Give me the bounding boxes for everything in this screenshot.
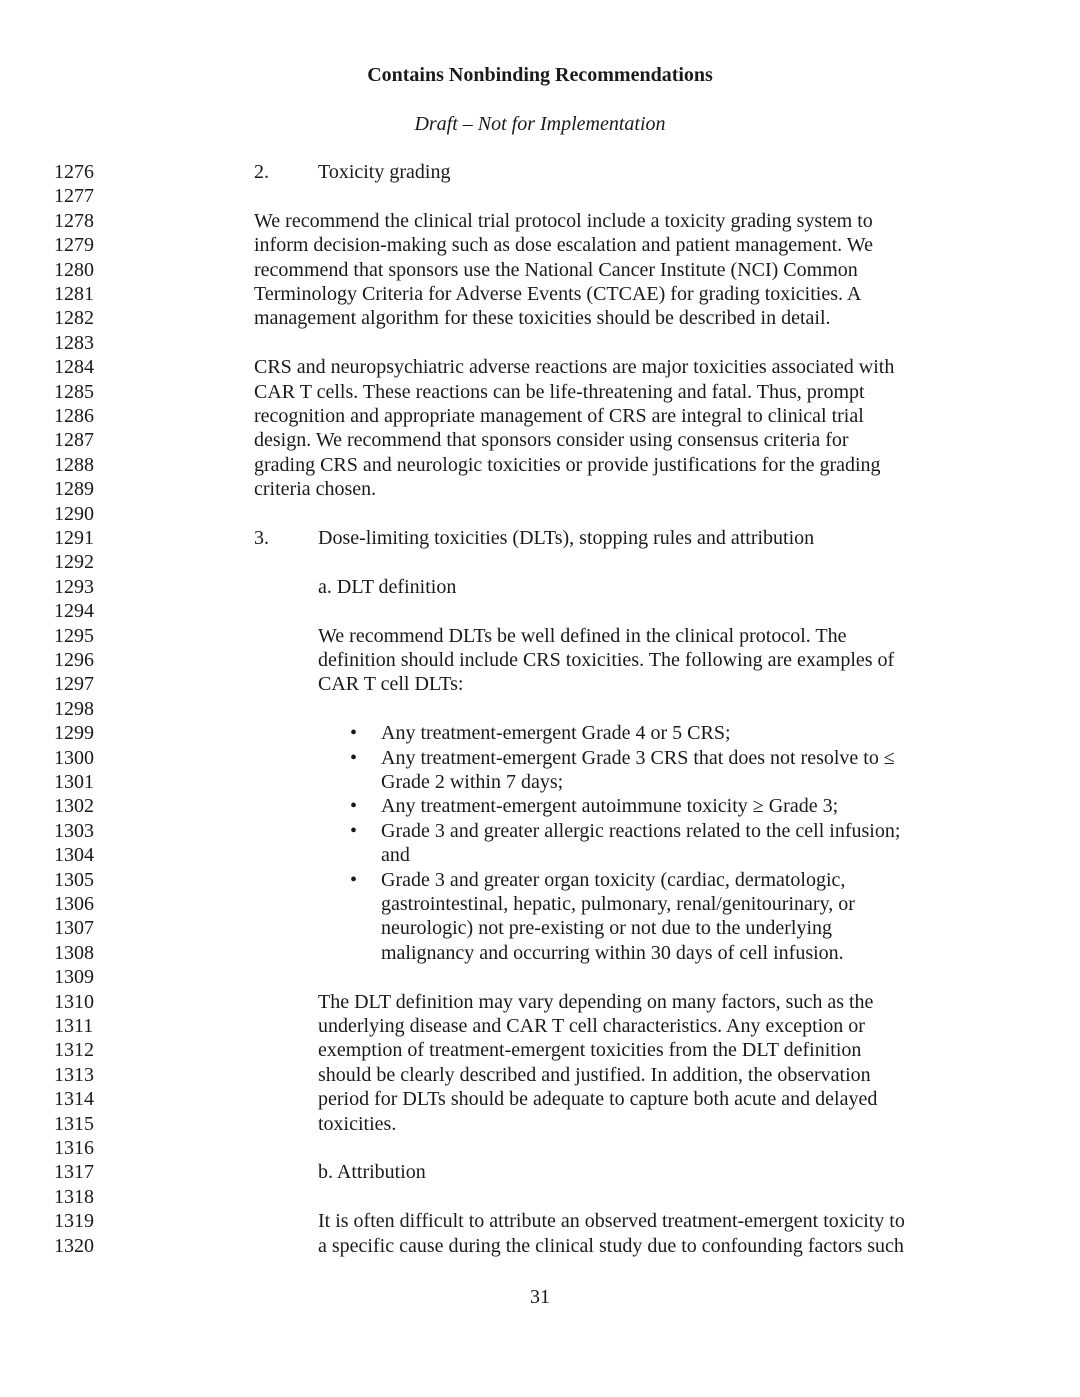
bullet-text: malignancy and occurring within 30 days of cell infusion. <box>381 941 844 964</box>
bullet-text: gastrointestinal, hepatic, pulmonary, renal/genitourinary, or <box>381 893 855 915</box>
document-line <box>0 843 1080 867</box>
paragraph-text: recommend that sponsors use the National Cancer Institute (NCI) Common <box>254 258 858 281</box>
line-number: 1310 <box>54 990 94 1013</box>
section-number: 3. <box>254 527 269 549</box>
bullet-text: Grade 3 and greater allergic reactions related to the cell infusion; <box>381 819 901 842</box>
paragraph-text: underlying disease and CAR T cell characteristics. Any exception or <box>318 1015 865 1037</box>
line-number: 1283 <box>54 331 94 354</box>
line-number: 1286 <box>54 405 94 427</box>
document-line <box>0 819 1080 843</box>
section-heading: Dose-limiting toxicities (DLTs), stopping rules and attribution <box>318 527 815 549</box>
line-number: 1302 <box>54 795 94 818</box>
line-number: 1301 <box>54 771 94 793</box>
page-number: 31 <box>530 1286 550 1308</box>
document-line <box>0 697 1080 721</box>
document-line <box>0 550 1080 574</box>
line-number: 1309 <box>54 966 94 989</box>
line-number: 1297 <box>54 673 94 696</box>
paragraph-text: It is often difficult to attribute an observed treatment-emergent toxicity to <box>318 1210 905 1233</box>
document-line <box>0 746 1080 770</box>
bullet-text: and <box>381 844 410 867</box>
bullet-text: Any treatment-emergent autoimmune toxicity ≥ Grade 3; <box>381 795 839 818</box>
line-number: 1299 <box>54 722 94 745</box>
bullet-text: Grade 3 and greater organ toxicity (cardiac, dermatologic, <box>381 868 846 891</box>
document-line <box>0 916 1080 940</box>
paragraph-text: design. We recommend that sponsors consider using consensus criteria for <box>254 429 849 452</box>
bullet-text: Grade 2 within 7 days; <box>381 771 564 793</box>
document-line <box>0 526 1080 550</box>
line-number: 1308 <box>54 941 94 964</box>
line-number: 1316 <box>54 1137 94 1159</box>
bullet-icon: • <box>350 868 358 891</box>
line-number: 1293 <box>54 575 94 598</box>
line-number: 1320 <box>54 1234 94 1257</box>
line-number: 1311 <box>54 1015 94 1037</box>
line-number: 1276 <box>54 161 94 183</box>
document-line <box>0 892 1080 916</box>
document-line <box>0 477 1080 501</box>
document-line <box>0 1038 1080 1062</box>
document-line <box>0 965 1080 989</box>
line-number: 1287 <box>54 429 94 452</box>
line-number: 1319 <box>54 1210 94 1233</box>
paragraph-text: We recommend DLTs be well defined in the clinical protocol. The <box>318 624 847 647</box>
paragraph-text: exemption of treatment-emergent toxicities from the DLT definition <box>318 1039 862 1062</box>
document-line <box>0 233 1080 257</box>
document-line <box>0 1234 1080 1258</box>
line-number: 1290 <box>54 502 94 525</box>
line-number: 1298 <box>54 697 94 720</box>
document-line <box>0 599 1080 623</box>
document-header-title: Contains Nonbinding Recommendations <box>367 64 713 86</box>
document-line <box>0 404 1080 428</box>
line-number: 1300 <box>54 746 94 769</box>
line-number: 1277 <box>54 185 94 208</box>
line-number: 1281 <box>54 283 94 305</box>
document-line <box>0 1014 1080 1038</box>
paragraph-text: The DLT definition may vary depending on many factors, such as the <box>318 990 874 1013</box>
document-line <box>0 672 1080 696</box>
paragraph-text: CRS and neuropsychiatric adverse reactions are major toxicities associated with <box>254 356 895 379</box>
line-number: 1315 <box>54 1112 94 1135</box>
document-line <box>0 941 1080 965</box>
document-line <box>0 209 1080 233</box>
line-number: 1312 <box>54 1039 94 1062</box>
bullet-icon: • <box>350 819 358 842</box>
document-line <box>0 1063 1080 1087</box>
document-line <box>0 624 1080 648</box>
document-line <box>0 1185 1080 1209</box>
paragraph-text: CAR T cell DLTs: <box>318 673 464 696</box>
line-number: 1296 <box>54 649 94 671</box>
document-line <box>0 721 1080 745</box>
subsection-heading: a. DLT definition <box>318 575 457 598</box>
document-line <box>0 1160 1080 1184</box>
bullet-icon: • <box>350 746 358 769</box>
line-number: 1307 <box>54 917 94 940</box>
document-line <box>0 331 1080 355</box>
document-line <box>0 794 1080 818</box>
paragraph-text: Terminology Criteria for Adverse Events (CTCAE) for grading toxicities. A <box>254 283 862 305</box>
document-line <box>0 868 1080 892</box>
paragraph-text: definition should include CRS toxicities. The following are examples of <box>318 649 895 671</box>
paragraph-text: recognition and appropriate management of CRS are integral to clinical trial <box>254 405 864 427</box>
bullet-icon: • <box>350 795 358 818</box>
document-line <box>0 575 1080 599</box>
paragraph-text: grading CRS and neurologic toxicities or provide justifications for the grading <box>254 453 881 476</box>
paragraph-text: a specific cause during the clinical study due to confounding factors such <box>318 1234 904 1257</box>
line-number: 1282 <box>54 307 94 330</box>
section-number: 2. <box>254 161 269 183</box>
document-line <box>0 648 1080 672</box>
paragraph-text: period for DLTs should be adequate to capture both acute and delayed <box>318 1088 878 1111</box>
document-line <box>0 453 1080 477</box>
document-line <box>0 258 1080 282</box>
line-number: 1306 <box>54 893 94 915</box>
document-line <box>0 502 1080 526</box>
document-line <box>0 306 1080 330</box>
line-number: 1313 <box>54 1063 94 1086</box>
bullet-icon: • <box>350 722 358 745</box>
paragraph-text: CAR T cells. These reactions can be life-threatening and fatal. Thus, prompt <box>254 380 865 403</box>
line-number: 1279 <box>54 234 94 257</box>
line-number: 1303 <box>54 819 94 842</box>
line-number: 1285 <box>54 380 94 403</box>
line-number: 1318 <box>54 1185 94 1208</box>
subsection-heading: b. Attribution <box>318 1161 426 1184</box>
line-number: 1289 <box>54 478 94 501</box>
document-line <box>0 1112 1080 1136</box>
line-number: 1292 <box>54 551 94 574</box>
bullet-text: Any treatment-emergent Grade 4 or 5 CRS; <box>381 722 731 745</box>
bullet-text: neurologic) not pre-existing or not due to the underlying <box>381 917 833 940</box>
document-line <box>0 770 1080 794</box>
line-number: 1280 <box>54 258 94 281</box>
document-line <box>0 184 1080 208</box>
document-line <box>0 380 1080 404</box>
document-line <box>0 1087 1080 1111</box>
document-line <box>0 1136 1080 1160</box>
section-heading: Toxicity grading <box>318 161 451 183</box>
document-line <box>0 282 1080 306</box>
line-number: 1317 <box>54 1161 94 1184</box>
document-line <box>0 355 1080 379</box>
line-number: 1291 <box>54 527 94 549</box>
paragraph-text: management algorithm for these toxicities should be described in detail. <box>254 307 831 330</box>
line-number: 1294 <box>54 600 94 623</box>
bullet-text: Any treatment-emergent Grade 3 CRS that does not resolve to ≤ <box>381 746 895 769</box>
document-line <box>0 990 1080 1014</box>
line-number: 1314 <box>54 1088 94 1111</box>
paragraph-text: should be clearly described and justified. In addition, the observation <box>318 1063 871 1086</box>
line-number: 1305 <box>54 868 94 891</box>
line-number: 1284 <box>54 356 94 379</box>
line-number: 1304 <box>54 844 94 867</box>
paragraph-text: inform decision-making such as dose escalation and patient management. We <box>254 234 873 257</box>
document-line <box>0 428 1080 452</box>
paragraph-text: toxicities. <box>318 1112 397 1135</box>
line-number: 1295 <box>54 624 94 647</box>
line-number: 1278 <box>54 209 94 232</box>
paragraph-text: We recommend the clinical trial protocol include a toxicity grading system to <box>254 209 873 232</box>
document-line <box>0 160 1080 184</box>
document-header-subtitle: Draft – Not for Implementation <box>414 113 666 135</box>
line-number: 1288 <box>54 453 94 476</box>
document-line <box>0 1209 1080 1233</box>
paragraph-text: criteria chosen. <box>254 478 377 501</box>
